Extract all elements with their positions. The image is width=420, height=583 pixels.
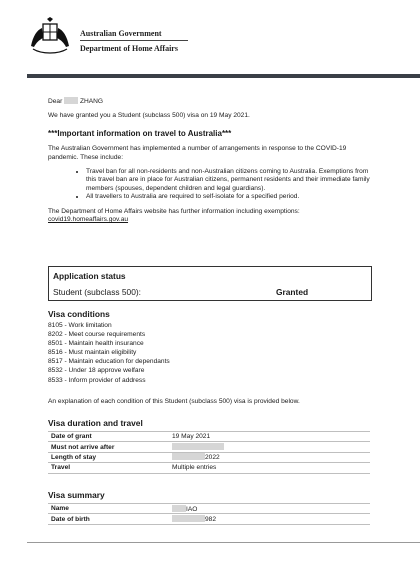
coat-of-arms-icon — [27, 16, 73, 56]
condition-item: 8516 - Must maintain eligibility — [48, 349, 137, 357]
table-row — [48, 463, 370, 473]
condition-item: 8532 - Under 18 approve welfare — [48, 367, 145, 375]
condition-item: 8533 - Inform provider of address — [48, 376, 146, 384]
greeting-name: ZHANG — [79, 98, 104, 105]
row-value: IAO — [186, 505, 198, 513]
application-status-box — [48, 266, 372, 301]
greeting-prefix: Dear — [48, 98, 63, 105]
visa-summary-table — [48, 503, 370, 525]
row-key: Must not arrive after — [48, 442, 169, 452]
footer-divider — [27, 542, 420, 543]
website-link[interactable]: covid19.homeaffairs.gov.au — [48, 216, 129, 224]
government-name: Australian Government — [80, 29, 162, 38]
greeting — [48, 97, 378, 106]
letterhead — [0, 0, 420, 78]
condition-item: 8517 - Maintain education for dependants — [48, 358, 170, 366]
bullet-item: • All travellers to Australia are required to self-isolate for a specified period. — [86, 193, 378, 201]
header-banner — [27, 74, 420, 78]
condition-item: 8501 - Maintain health insurance — [48, 340, 144, 348]
visa-duration-table — [48, 431, 370, 474]
letterhead-divider — [80, 40, 188, 41]
application-status-label: Student (subclass 500): — [53, 287, 141, 297]
row-key: Date of birth — [48, 514, 169, 524]
table-row — [48, 442, 370, 452]
department-name: Department of Home Affairs — [80, 44, 178, 53]
application-status-title: Application status — [53, 271, 126, 281]
application-status-value: Granted — [276, 287, 309, 297]
letter-body — [48, 97, 378, 224]
table-row — [48, 514, 370, 524]
bullet-item: • Travel ban for all non-residents and non-Australian citizens coming to Australia. Exemptions from this travel ban are in place for Australian citizens, permanent residents and their immediate family members (spouses, dependent children and legal guardians). — [86, 168, 378, 193]
intro-paragraph: The Australian Government has implemented a number of arrangements in response to the COVID-19 pandemic. These include: — [48, 145, 347, 161]
row-key: Name — [48, 504, 169, 514]
row-value-cell — [169, 514, 370, 524]
row-key: Date of grant — [48, 432, 169, 442]
table-row — [48, 504, 370, 514]
grant-statement: We have granted you a Student (subclass 500) visa on 19 May 2021. — [48, 112, 250, 120]
row-value-cell — [169, 442, 370, 452]
redacted-text — [172, 453, 205, 460]
row-value: 982 — [205, 516, 217, 524]
table-row — [48, 432, 370, 442]
row-value: Multiple entries — [169, 463, 370, 473]
visa-summary-title: Visa summary — [48, 490, 105, 500]
condition-item: 8105 - Work limitation — [48, 322, 112, 329]
redacted-text — [172, 443, 224, 450]
visa-duration-title: Visa duration and travel — [48, 418, 143, 428]
row-key: Travel — [48, 463, 169, 473]
redacted-text — [172, 505, 186, 512]
conditions-explanation: An explanation of each condition of this Student (subclass 500) visa is provided below. — [48, 398, 300, 405]
row-value: 2022 — [205, 454, 220, 462]
travel-bullets — [48, 168, 378, 202]
table-row — [48, 452, 370, 462]
website-info: The Department of Home Affairs website has further information including exemptions: — [48, 207, 300, 215]
row-key: Length of stay — [48, 452, 169, 462]
row-value-cell — [169, 452, 370, 462]
redacted-text — [64, 97, 78, 104]
row-value: 19 May 2021 — [169, 432, 370, 442]
website-link-line — [48, 216, 378, 224]
row-value-cell — [169, 504, 370, 514]
visa-conditions-title: Visa conditions — [48, 309, 110, 319]
redacted-text — [172, 515, 205, 522]
important-heading: ***Important information on travel to Australia*** — [48, 128, 232, 138]
condition-item: 8202 - Meet course requirements — [48, 331, 146, 339]
visa-conditions-list — [48, 321, 170, 385]
